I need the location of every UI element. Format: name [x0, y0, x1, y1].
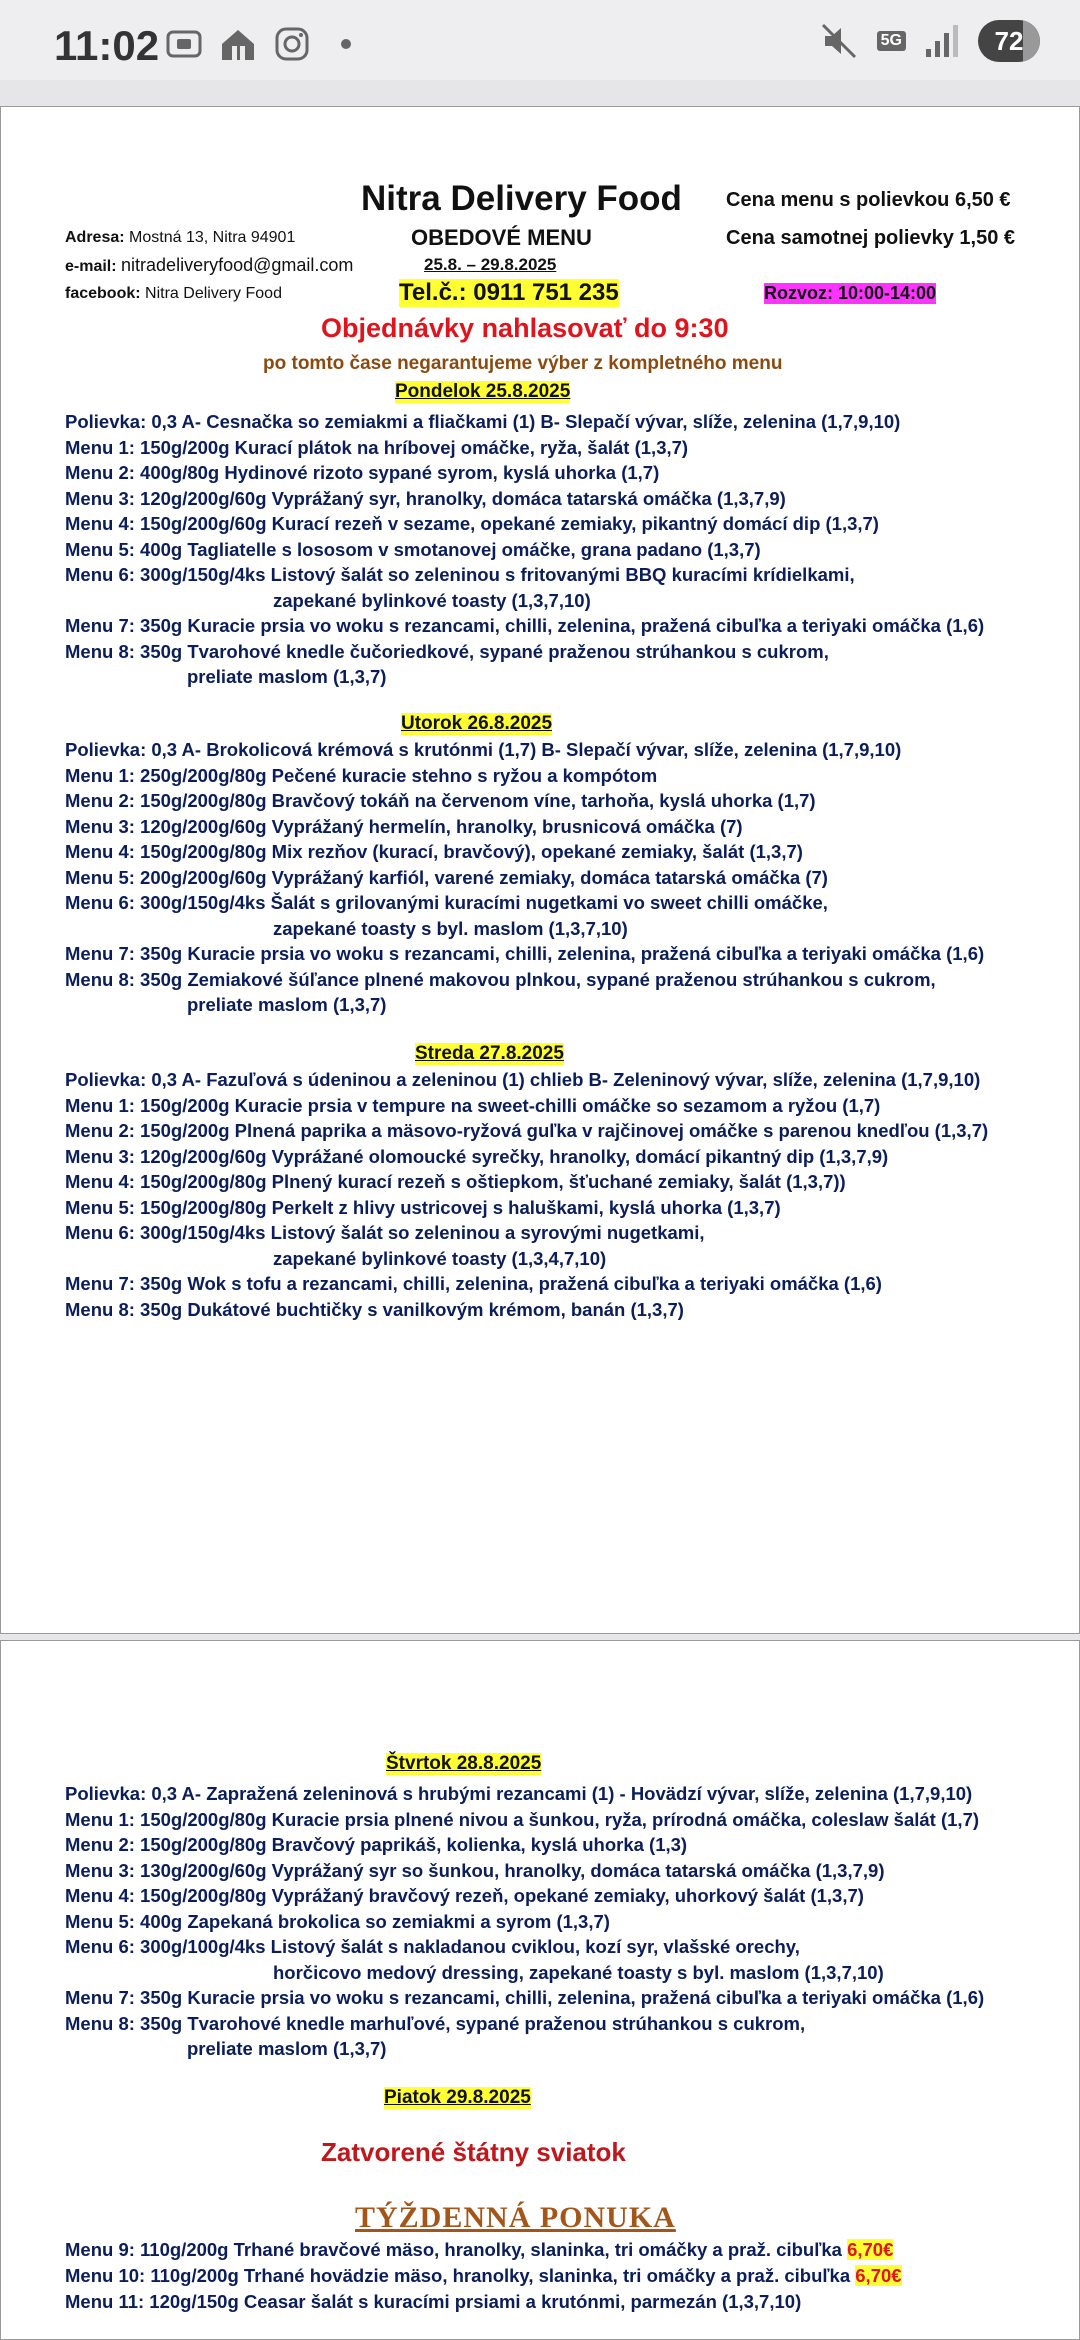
weekly-offer-text: Menu 10: 110g/200g Trhané hovädzie mäso, hranolky, slaninka, tri omáčky a praž. cibuľka — [65, 2265, 856, 2286]
menu-line: Polievka: 0,3 A- Brokolicová krémová s krutónmi (1,7) B- Slepačí vývar, slíže, zelenina (1,7,9,10) — [65, 739, 902, 760]
weekly-offer-text: Menu 9: 110g/200g Trhané bravčové mäso, hranolky, slaninka, tri omáčky a praž. cibuľka — [65, 2239, 848, 2260]
weekly-offer-price: 6,70€ — [855, 2265, 902, 2286]
menu-line: Menu 1: 250g/200g/80g Pečené kuracie stehno s ryžou a kompótom — [65, 764, 658, 786]
day-title-tuesday: Utorok 26.8.2025 — [401, 713, 553, 734]
status-bar — [0, 0, 1080, 80]
signal-icon — [924, 21, 960, 61]
order-disclaimer: po tomto čase negarantujeme výber z kompletného menu — [263, 353, 783, 374]
menu-line: Menu 3: 120g/200g/60g Vyprážané olomoucké syrečky, hranolky, domácí pikantný dip (1,3,7,9) — [65, 1145, 889, 1167]
menu-line: Menu 2: 150g/200g Plnená paprika a mäsovo-ryžová guľka v rajčinovej omáčke s parenou knedľou (1,3,7) — [65, 1120, 989, 1141]
home-app-icon — [218, 24, 258, 64]
menu-line: Menu 2: 150g/200g/80g Bravčový tokáň na červenom víne, tarhoňa, kyslá uhorka (1,7) — [65, 790, 816, 811]
menu-line: Polievka: 0,3 A- Cesnačka so zemiakmi a fliačkami (1) B- Slepačí vývar, slíže, zelenina (1,7,9,10) — [65, 411, 901, 432]
day-title-monday: Pondelok 25.8.2025 — [395, 381, 571, 402]
menu-line: Menu 3: 130g/200g/60g Vyprážaný syr so šunkou, hranolky, domáca tatarská omáčka (1,3,7,9) — [65, 1859, 885, 1881]
menu-line: Menu 5: 400g Tagliatelle s lososom v smotanovej omáčke, grana padano (1,3,7) — [65, 538, 761, 560]
menu-line: Menu 8: 350g Tvarohové knedle marhuľové, sypané praženou strúhankou s cukrom, — [65, 2012, 806, 2034]
date-range: 25.8. – 29.8.2025 — [424, 255, 557, 274]
day-title-wednesday: Streda 27.8.2025 — [415, 1043, 564, 1064]
price-soup: Cena samotnej polievky 1,50 € — [726, 227, 1016, 249]
weekly-offer-price: 6,70€ — [847, 2239, 894, 2260]
menu-line: zapekané bylinkové toasty (1,3,4,7,10) — [273, 1247, 607, 1269]
menu-line: Menu 8: 350g Dukátové buchtičky s vanilkovým krémom, banán (1,3,7) — [65, 1298, 684, 1320]
menu-line: horčicovo medový dressing, zapekané toasty s byl. maslom (1,3,7,10) — [273, 1961, 884, 1983]
menu-line: Menu 8: 350g Tvarohové knedle čučoriedkové, sypané praženou strúhankou s cukrom, — [65, 640, 829, 662]
status-time: 11:02 — [54, 22, 160, 69]
menu-line: Menu 3: 120g/200g/60g Vyprážaný syr, hranolky, domáca tatarská omáčka (1,3,7,9) — [65, 487, 786, 509]
weekly-offer-item — [65, 2265, 902, 2287]
price-menu: Cena menu s polievkou 6,50 € — [726, 189, 1011, 211]
instagram-icon — [272, 24, 312, 64]
friday-closed-note: Zatvorené štátny sviatok — [321, 2137, 626, 2167]
menu-line: Menu 2: 400g/80g Hydinové rizoto sypané syrom, kyslá uhorka (1,7) — [65, 462, 660, 483]
facebook: facebook: Nitra Delivery Food — [65, 285, 282, 302]
menu-line: zapekané toasty s byl. maslom (1,3,7,10) — [273, 917, 628, 939]
menu-line: zapekané bylinkové toasty (1,3,7,10) — [273, 589, 591, 611]
weekly-offer-item — [65, 2291, 801, 2313]
notification-icons — [164, 24, 366, 64]
menu-line: Menu 4: 150g/200g/80g Mix rezňov (kurací, bravčový), opekané zemiaky, šalát (1,3,7) — [65, 841, 803, 862]
menu-page-1 — [0, 106, 1080, 1634]
address: Adresa: Mostná 13, Nitra 94901 — [65, 229, 296, 246]
menu-line: preliate maslom (1,3,7) — [187, 994, 387, 1015]
menu-line: Menu 7: 350g Kuracie prsia vo woku s rezancami, chilli, zelenina, pražená cibuľka a teriyaki omáčka (1,6) — [65, 1987, 985, 2008]
menu-line: Menu 2: 150g/200g/80g Bravčový paprikáš, kolienka, kyslá uhorka (1,3) — [65, 1834, 688, 1855]
menu-line: Menu 7: 350g Kuracie prsia vo woku s rezancami, chilli, zelenina, pražená cibuľka a teriyaki omáčka (1,6) — [65, 615, 985, 636]
menu-line: Menu 4: 150g/200g/80g Vyprážaný bravčový rezeň, opekané zemiaky, uhorkový šalát (1,3,7) — [65, 1885, 864, 1906]
email: e-mail: nitradeliveryfood@gmail.com — [65, 255, 354, 275]
menu-line: Menu 4: 150g/200g/80g Plnený kurací rezeň s oštiepkom, šťuchané zemiaky, šalát (1,3,7)) — [65, 1171, 846, 1192]
menu-line: Menu 3: 120g/200g/60g Vyprážaný hermelín, hranolky, brusnicová omáčka (7) — [65, 815, 743, 837]
menu-line: Menu 8: 350g Zemiakové šúľance plnené makovou plnkou, sypané praženou strúhankou s cukrom, — [65, 968, 936, 990]
menu-line: Menu 6: 300g/150g/4ks Šalát s grilovanými kuracími nugetkami vo sweet chilli omáčke, — [65, 892, 828, 913]
menu-line: Menu 6: 300g/150g/4ks Listový šalát so zeleninou a syrovými nugetkami, — [65, 1222, 705, 1243]
menu-subtitle: OBEDOVÉ MENU — [411, 225, 592, 250]
menu-line: preliate maslom (1,3,7) — [187, 666, 387, 687]
menu-line: Polievka: 0,3 A- Zapražená zeleninová s hrubými rezancami (1) - Hovädzí vývar, slíže, zelenina (1,7,9,10) — [65, 1783, 973, 1804]
menu-line: Menu 5: 400g Zapekaná brokolica so zemiakmi a syrom (1,3,7) — [65, 1910, 610, 1932]
menu-line: Menu 7: 350g Wok s tofu a rezancami, chilli, zelenina, pražená cibuľka a teriyaki omáčka (1,6) — [65, 1273, 882, 1294]
weekly-offer-title: TÝŽDENNÁ PONUKA — [355, 2201, 676, 2234]
menu-line: Menu 1: 150g/200g/80g Kuracie prsia plnené nivou a šunkou, ryža, prírodná omáčka, coleslaw šalát (1,7) — [65, 1808, 980, 1830]
weekly-offer-text: Menu 11: 120g/150g Ceasar šalát s kuracími prsiami a krutónmi, parmezán (1,3,7,10) — [65, 2291, 802, 2312]
day-title-thursday: Štvrtok 28.8.2025 — [386, 1753, 542, 1774]
day-title-friday: Piatok 29.8.2025 — [384, 2087, 531, 2108]
screenshot-icon — [164, 24, 204, 64]
menu-line: preliate maslom (1,3,7) — [187, 2038, 387, 2059]
order-deadline: Objednávky nahlasovať do 9:30 — [321, 313, 729, 343]
menu-line: Menu 6: 300g/100g/4ks Listový šalát s nakladanou cviklou, kozí syr, vlašské orechy, — [65, 1936, 800, 1957]
status-right — [819, 20, 1040, 62]
delivery-hours: Rozvoz: 10:00-14:00 — [764, 283, 937, 303]
menu-line: Menu 5: 200g/200g/60g Vyprážaný karfiól, varené zemiaky, domáca tatarská omáčka (7) — [65, 866, 828, 888]
menu-line: Menu 4: 150g/200g/60g Kurací rezeň v sezame, opekané zemiaky, pikantný domácí dip (1,3,7) — [65, 513, 879, 534]
network-type: 5G — [877, 31, 906, 51]
weekly-offer-item — [65, 2239, 893, 2261]
menu-line: Menu 1: 150g/200g Kurací plátok na hríbovej omáčke, ryža, šalát (1,3,7) — [65, 436, 689, 458]
menu-line: Polievka: 0,3 A- Fazuľová s údeninou a zeleninou (1) chlieb B- Zeleninový vývar, slíže, zelenina (1,7,9,10) — [65, 1069, 981, 1090]
menu-line: Menu 1: 150g/200g Kuracie prsia v tempure na sweet-chilli omáčke so sezamom a ryžou (1,7) — [65, 1094, 881, 1116]
battery-indicator: 72 — [978, 20, 1040, 62]
mute-icon — [819, 21, 859, 61]
menu-line: Menu 5: 150g/200g/80g Perkelt z hlivy ustricovej s haluškami, kyslá uhorka (1,3,7) — [65, 1196, 781, 1218]
restaurant-title: Nitra Delivery Food — [361, 179, 682, 218]
phone-number: Tel.č.: 0911 751 235 — [399, 279, 619, 306]
menu-page-2 — [0, 1640, 1080, 2340]
menu-line: Menu 6: 300g/150g/4ks Listový šalát so zeleninou s fritovanými BBQ kuracími krídielkami, — [65, 564, 855, 585]
more-dot-icon — [326, 24, 366, 64]
menu-line: Menu 7: 350g Kuracie prsia vo woku s rezancami, chilli, zelenina, pražená cibuľka a teriyaki omáčka (1,6) — [65, 943, 985, 964]
